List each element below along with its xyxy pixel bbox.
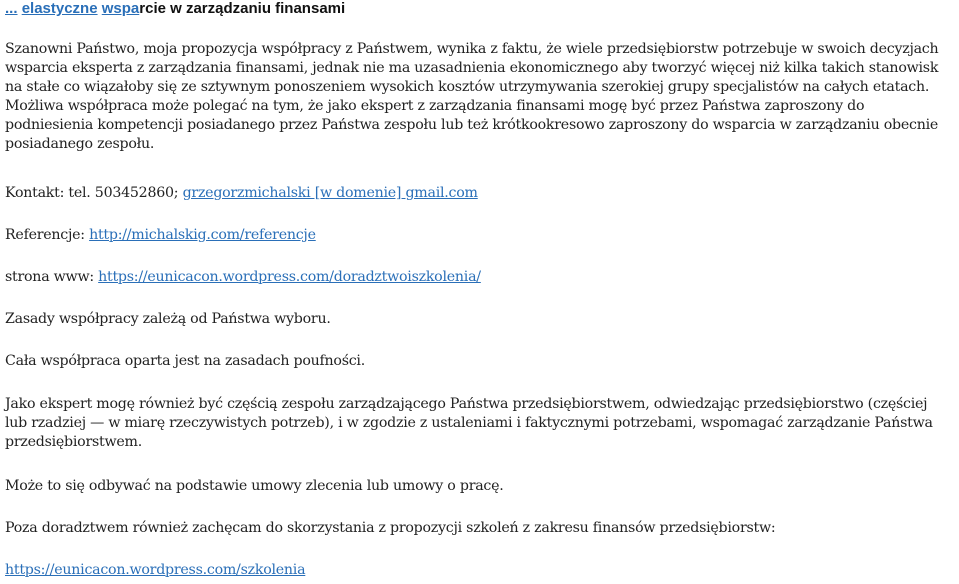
contract-paragraph: Może to się odbywać na podstawie umowy zlecenia lub umowy o pracę. [5, 478, 504, 494]
website-label: strona www: [5, 269, 99, 285]
website-paragraph [5, 268, 950, 287]
page-title [5, 0, 345, 18]
title-link-wsparcie[interactable]: wspa [101, 0, 140, 17]
title-link-elastyczne[interactable]: elastyczne [21, 0, 98, 17]
contact-label: Kontakt: tel. 503452860; [5, 185, 183, 201]
title-ellipsis-link[interactable]: ... [5, 0, 18, 17]
intro-paragraph: Szanowni Państwo, moja propozycja współpracy z Państwem, wynika z faktu, że wiele przedsiębiorstw potrzebuje w swoich decyzjach wsparcia eksperta z zarządzania finansami, jednak nie ma uzasadnienia ekonomicznego aby tworzyć więcej niż kilka takich stanowisk na stałe co wiązałoby się ze sztywnym ponoszeniem wysokich kosztów utrzymywania szerokiej grupy specjalistów na całych etatach. Możliwa współpraca może polegać na tym, że jako ekspert z zarządzania finansami mogę być przez Państwa zaproszony do podniesienia kompetencji posiadanego przez Państwa zespołu lub też krótkookresowo zaproszony do wsparcia w zarządzaniu obecnie posiadanego zespołu. [5, 41, 939, 152]
team-paragraph: Jako ekspert mogę również być częścią zespołu zarządzającego Państwa przedsiębiorstwem, odwiedzając przedsiębiorstwo (częściej lub rzadziej — w miarę rzeczywistych potrzeb), i w zgodzie z ustaleniami i faktycznymi potrzebami, wspomagać zarządzanie Państwa przedsiębiorstwem. [5, 396, 933, 450]
website-link[interactable]: https://eunicacon.wordpress.com/doradztwoiszkolenia/ [98, 269, 481, 285]
training-paragraph: Poza doradztwem również zachęcam do skorzystania z propozycji szkoleń z zakresu finansów przedsiębiorstw: [5, 520, 776, 536]
references-link[interactable]: http://michalskig.com/referencje [89, 227, 316, 243]
confidentiality-paragraph: Cała współpraca oparta jest na zasadach poufności. [5, 353, 365, 369]
contact-paragraph [5, 184, 950, 203]
training-link[interactable]: https://eunicacon.wordpress.com/szkolenia [5, 562, 306, 578]
contact-email-link[interactable]: grzegorzmichalski [w domenie] gmail.com [182, 185, 478, 201]
training-link-paragraph [5, 561, 950, 580]
terms-paragraph: Zasady współpracy zależą od Państwa wyboru. [5, 311, 331, 327]
references-paragraph [5, 226, 950, 245]
references-label: Referencje: [5, 227, 90, 243]
title-text: rcie w zarządzaniu finansami [139, 0, 346, 17]
